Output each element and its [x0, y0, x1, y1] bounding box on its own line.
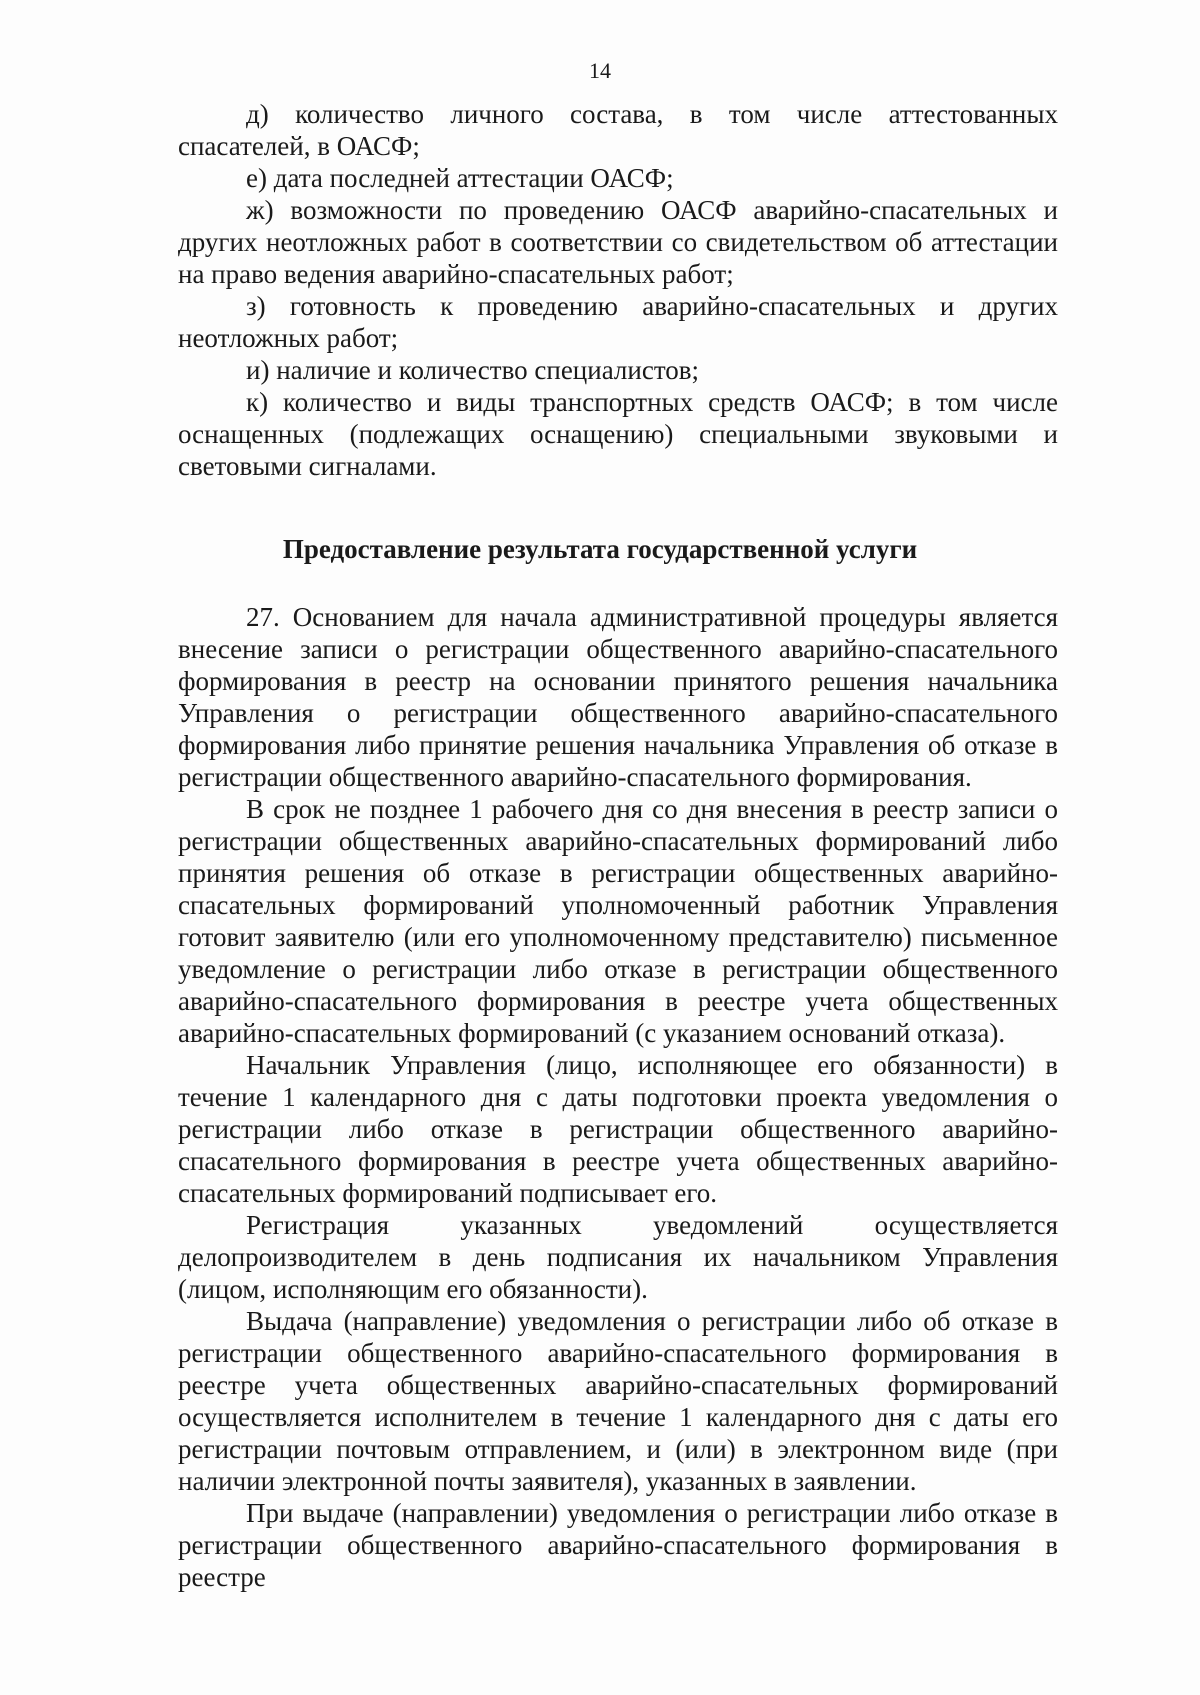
list-item-zh: ж) возможности по проведению ОАСФ аварийно-спасательных и других неотложных работ в соответствии со свидетельством об аттестации на право ведения аварийно-спасательных работ;	[178, 195, 1058, 289]
section-heading: Предоставление результата государственной услуги	[282, 534, 918, 564]
paragraph-registration: Регистрация указанных уведомлений осуществляется делопроизводителем в день подписания их начальником Управления (лицом, исполняющим его обязанности).	[178, 1210, 1058, 1304]
list-item-d: д) количество личного состава, в том числе аттестованных спасателей, в ОАСФ;	[178, 99, 1058, 161]
section-body	[178, 601, 1058, 1593]
list-item-z: з) готовность к проведению аварийно-спасательных и других неотложных работ;	[178, 291, 1058, 353]
paragraph-delivery: При выдаче (направлении) уведомления о регистрации либо отказе в регистрации общественного аварийно-спасательного формирования в реестре	[178, 1498, 1058, 1592]
list-item-k: к) количество и виды транспортных средств ОАСФ; в том числе оснащенных (подлежащих оснащению) специальными звуковыми и световыми сигналами.	[178, 387, 1058, 481]
paragraph-notice-preparation: В срок не позднее 1 рабочего дня со дня внесения в реестр записи о регистрации общественных аварийно-спасательных формирований либо принятия решения об отказе в регистрации общественных аварийно-спасательных формирований уполномоченный работник Управления готовит заявителю (или его уполномоченному представителю) письменное уведомление о регистрации либо отказе в регистрации общественного аварийно-спасательного формирования в реестре учета общественных аварийно-спасательных формирований (с указанием оснований отказа).	[178, 794, 1058, 1048]
paragraph-signing: Начальник Управления (лицо, исполняющее его обязанности) в течение 1 календарного дня с даты подготовки проекта уведомления о регистрации либо отказе в регистрации общественного аварийно-спасательного формирования в реестре учета общественных аварийно-спасательных формирований подписывает его.	[178, 1050, 1058, 1208]
list-item-e: е) дата последней аттестации ОАСФ;	[246, 163, 674, 193]
paragraph-issuance: Выдача (направление) уведомления о регистрации либо об отказе в регистрации общественного аварийно-спасательного формирования в реестре учета общественных аварийно-спасательных формирований осуществляется исполнителем в течение 1 календарного дня с даты его регистрации почтовым отправлением, и (или) в электронном виде (при наличии электронной почты заявителя), указанных в заявлении.	[178, 1306, 1058, 1496]
page-number: 14	[589, 58, 611, 83]
list-item-i: и) наличие и количество специалистов;	[246, 355, 700, 385]
requirements-list	[178, 98, 1058, 482]
paragraph-27: 27. Основанием для начала административной процедуры является внесение записи о регистрации общественного аварийно-спасательного формирования в реестр на основании принятого решения начальника Управления о регистрации общественного аварийно-спасательного формирования либо принятие решения начальника Управления об отказе в регистрации общественного аварийно-спасательного формирования.	[178, 602, 1058, 792]
